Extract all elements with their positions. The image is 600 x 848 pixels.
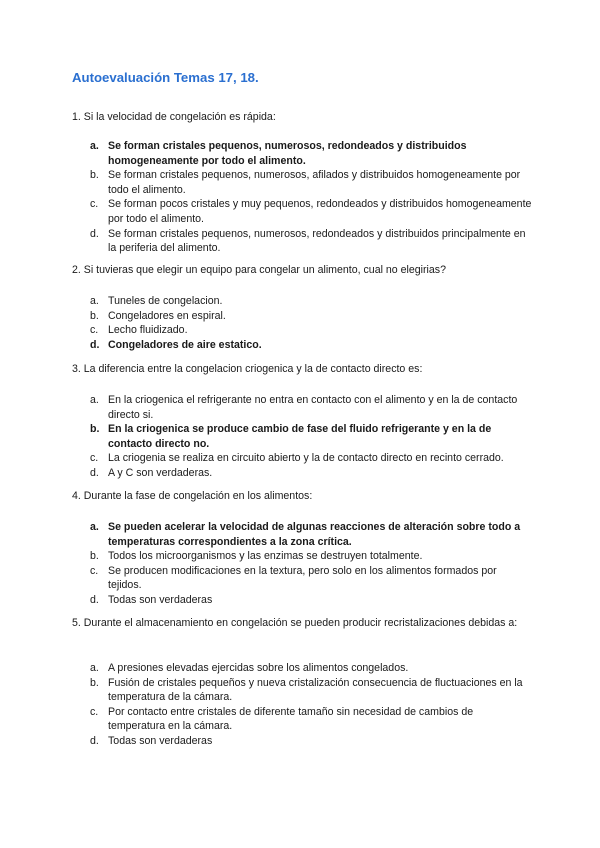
question-4-options [72,520,532,608]
option-4d: d. Todas son verdaderas [90,593,213,606]
question-2: 2. Si tuvieras que elegir un equipo para congelar un alimento, cual no elegirias? [72,264,446,276]
question-3-options [72,393,532,481]
option-4b: b. Todos los microorganismos y las enzimas se destruyen totalmente. [90,550,423,563]
question-5: 5. Durante el almacenamiento en congelación se pueden producir recristalizaciones debidas a: [72,617,518,629]
option-2a: a. Tuneles de congelacion. [90,295,223,307]
option-1d: d. Se forman cristales pequenos, numerosos, redondeados y distribuidos principalmente en la periferia del alimento. [90,227,526,255]
option-3a: a. En la criogenica el refrigerante no entra en contacto con el alimento y en la de contacto directo si. [90,394,518,421]
option-5d: d. Todas son verdaderas [90,734,213,747]
question-3: 3. La diferencia entre la congelacion criogenica y la de contacto directo es: [72,363,423,375]
option-3c: c. La criogenia se realiza en circuito abierto y la de contacto directo en recinto cerrado. [90,452,504,465]
option-3b-correct: b. En la criogenica se produce cambio de fase del fluido refrigerante y en la de contacto directo no. [90,423,492,450]
option-1c: c. Se forman pocos cristales y muy pequenos, redondeados y distribuidos homogeneamente por todo el alimento. [90,198,532,225]
option-2d-correct: d. Congeladores de aire estatico. [90,338,262,351]
option-2b: b. Congeladores en espiral. [90,309,226,322]
option-5a: a. A presiones elevadas ejercidas sobre los alimentos congelados. [90,662,409,674]
option-5b: b. Fusión de cristales pequeños y nueva cristalización consecuencia de fluctuaciones en la temperatura de la cámara. [90,676,523,704]
option-4c: c. Se producen modificaciones en la textura, pero solo en los alimentos formados por tejidos. [90,564,497,592]
page-title: Autoevaluación Temas 17, 18. [72,70,259,85]
question-1: 1. Si la velocidad de congelación es rápida: [72,111,276,123]
question-4: 4. Durante la fase de congelación en los alimentos: [72,490,313,502]
question-2-options [72,294,532,352]
option-1a-correct: a. Se forman cristales pequenos, numerosos, redondeados y distribuidos homogeneamente por todo el alimento. [90,140,467,167]
option-1b: b. Se forman cristales pequenos, numerosos, afilados y distribuidos homogeneamente por todo el alimento. [90,169,521,196]
question-1-options [72,139,532,256]
question-5-options [72,661,532,749]
option-4a-correct: a. Se pueden acelerar la velocidad de algunas reacciones de alteración sobre todo a temperaturas correspondientes a la zona crítica. [90,521,521,548]
option-2c: c. Lecho fluidizado. [90,324,188,337]
option-3d: d. A y C son verdaderas. [90,466,213,479]
option-5c: c. Por contacto entre cristales de diferente tamaño sin necesidad de cambios de temperatura en la cámara. [90,705,474,733]
